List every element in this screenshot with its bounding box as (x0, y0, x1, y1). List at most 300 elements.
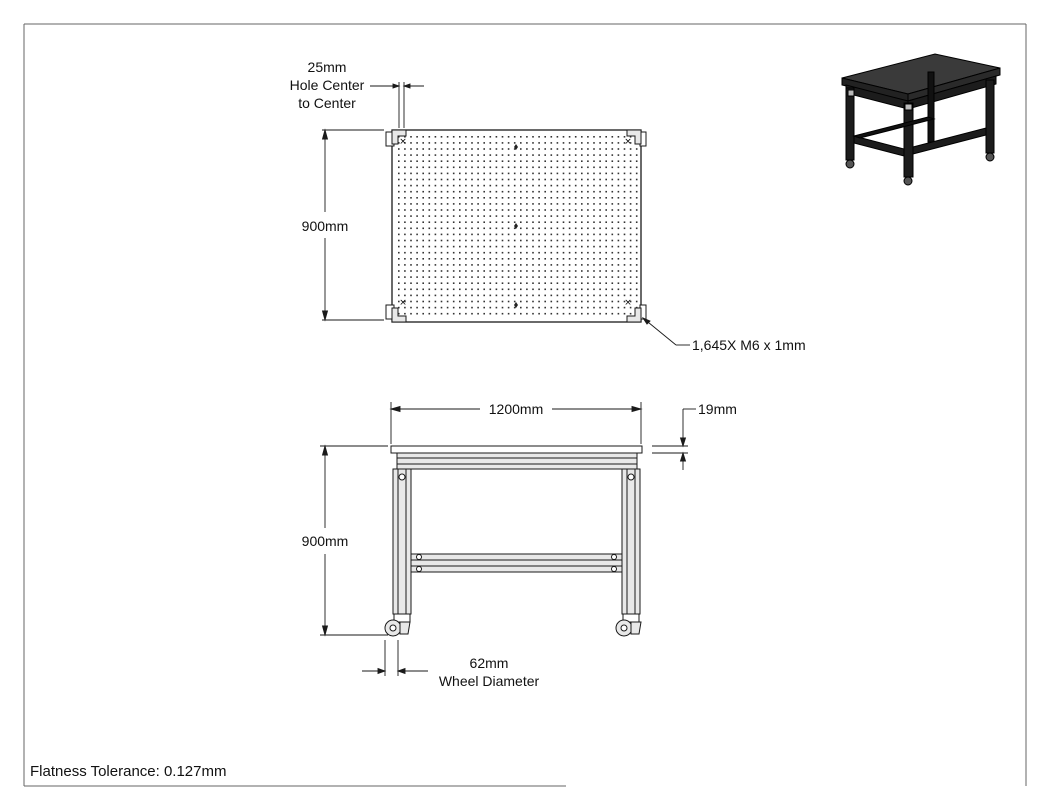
mounting-hole (605, 185, 607, 187)
mounting-hole (544, 179, 546, 181)
mounting-hole (557, 215, 559, 217)
mounting-hole (557, 191, 559, 193)
mounting-hole (465, 179, 467, 181)
mounting-hole (483, 179, 485, 181)
mounting-hole (422, 307, 424, 309)
mounting-hole (605, 301, 607, 303)
mounting-hole (441, 154, 443, 156)
mounting-hole (477, 258, 479, 260)
mounting-hole (520, 246, 522, 248)
mounting-hole (593, 191, 595, 193)
mounting-hole (471, 307, 473, 309)
mounting-hole (477, 270, 479, 272)
mounting-hole (496, 270, 498, 272)
mounting-hole (465, 148, 467, 150)
mounting-hole (447, 136, 449, 138)
mounting-hole (532, 234, 534, 236)
mounting-hole (398, 234, 400, 236)
mounting-hole (605, 313, 607, 315)
mounting-hole (526, 295, 528, 297)
mounting-hole (520, 282, 522, 284)
mounting-hole (490, 228, 492, 230)
mounting-hole (435, 240, 437, 242)
mounting-hole (459, 270, 461, 272)
mounting-hole (636, 167, 638, 169)
mounting-hole (618, 136, 620, 138)
mounting-hole (538, 209, 540, 211)
mounting-hole (483, 173, 485, 175)
mounting-hole (636, 173, 638, 175)
mounting-hole (618, 234, 620, 236)
mounting-hole (612, 295, 614, 297)
mounting-hole (410, 167, 412, 169)
mounting-hole (514, 264, 516, 266)
mounting-hole (483, 258, 485, 260)
mounting-hole (398, 289, 400, 291)
mounting-hole (544, 173, 546, 175)
mounting-hole (605, 167, 607, 169)
mounting-hole (593, 295, 595, 297)
mounting-hole (544, 215, 546, 217)
mounting-hole (563, 258, 565, 260)
mounting-hole (630, 313, 632, 315)
wheel-dimension (362, 640, 428, 676)
mounting-hole (441, 270, 443, 272)
mounting-hole (410, 234, 412, 236)
mounting-hole (599, 295, 601, 297)
mounting-hole (453, 221, 455, 223)
mounting-hole (483, 313, 485, 315)
mounting-hole (599, 209, 601, 211)
mounting-hole (483, 197, 485, 199)
mounting-hole (532, 289, 534, 291)
mounting-hole (422, 270, 424, 272)
mounting-hole (502, 301, 504, 303)
mounting-hole (441, 142, 443, 144)
mounting-hole (410, 313, 412, 315)
mounting-hole (557, 173, 559, 175)
mounting-hole (630, 173, 632, 175)
mounting-hole (599, 282, 601, 284)
mounting-hole (581, 185, 583, 187)
mounting-hole (544, 209, 546, 211)
mounting-hole (520, 258, 522, 260)
mounting-hole (508, 185, 510, 187)
mounting-hole (514, 234, 516, 236)
mounting-hole (575, 142, 577, 144)
mounting-hole (636, 234, 638, 236)
mounting-hole (441, 173, 443, 175)
mounting-hole (593, 154, 595, 156)
mounting-hole (459, 282, 461, 284)
mounting-hole (532, 197, 534, 199)
mounting-hole (496, 295, 498, 297)
mounting-hole (502, 307, 504, 309)
mounting-hole (569, 148, 571, 150)
mounting-hole (404, 185, 406, 187)
mounting-hole (435, 136, 437, 138)
mounting-hole (514, 142, 516, 144)
mounting-hole (587, 228, 589, 230)
mounting-hole (514, 173, 516, 175)
mounting-hole (605, 160, 607, 162)
mounting-hole (514, 246, 516, 248)
mounting-hole (465, 154, 467, 156)
mounting-hole (532, 313, 534, 315)
mounting-hole (618, 258, 620, 260)
mounting-hole (569, 136, 571, 138)
mounting-hole (404, 221, 406, 223)
mounting-hole (575, 276, 577, 278)
mounting-hole (471, 228, 473, 230)
mounting-hole (435, 154, 437, 156)
mounting-hole (429, 270, 431, 272)
mounting-hole (490, 142, 492, 144)
mounting-hole (398, 246, 400, 248)
mounting-hole (496, 154, 498, 156)
mounting-hole (636, 221, 638, 223)
mounting-hole (575, 228, 577, 230)
mounting-hole (471, 258, 473, 260)
mounting-hole (563, 142, 565, 144)
mounting-hole (599, 276, 601, 278)
mounting-hole (398, 179, 400, 181)
mounting-hole (422, 264, 424, 266)
mounting-hole (587, 252, 589, 254)
mounting-hole (422, 191, 424, 193)
mounting-hole (508, 221, 510, 223)
mounting-hole (508, 191, 510, 193)
mounting-hole (410, 246, 412, 248)
mounting-hole (483, 185, 485, 187)
mounting-hole (599, 173, 601, 175)
mounting-hole (429, 307, 431, 309)
mounting-hole (477, 307, 479, 309)
mounting-hole (569, 307, 571, 309)
mounting-hole (447, 234, 449, 236)
mounting-hole (447, 215, 449, 217)
mounting-hole (532, 240, 534, 242)
mounting-hole (544, 197, 546, 199)
mounting-hole (429, 209, 431, 211)
mounting-hole (465, 282, 467, 284)
mounting-hole (563, 221, 565, 223)
mounting-hole (569, 313, 571, 315)
mounting-hole (526, 301, 528, 303)
corner-mark-icon: × (399, 298, 407, 308)
mounting-hole (459, 203, 461, 205)
mounting-hole (422, 215, 424, 217)
mounting-hole (416, 258, 418, 260)
mounting-hole (429, 148, 431, 150)
mounting-hole (465, 276, 467, 278)
mounting-hole (581, 240, 583, 242)
mounting-hole (429, 313, 431, 315)
mounting-hole (575, 179, 577, 181)
mounting-hole (502, 209, 504, 211)
mounting-hole (618, 240, 620, 242)
mounting-hole (526, 215, 528, 217)
mounting-hole (459, 313, 461, 315)
mounting-hole (416, 301, 418, 303)
mounting-hole (544, 252, 546, 254)
mounting-hole (581, 167, 583, 169)
mounting-hole (587, 240, 589, 242)
mounting-hole (538, 197, 540, 199)
mounting-hole (526, 240, 528, 242)
mounting-hole (404, 270, 406, 272)
mounting-hole (514, 185, 516, 187)
mounting-hole (526, 221, 528, 223)
mounting-hole (447, 258, 449, 260)
mounting-hole (624, 246, 626, 248)
mounting-hole (404, 203, 406, 205)
mounting-hole (575, 148, 577, 150)
mounting-hole (599, 167, 601, 169)
mounting-hole (612, 185, 614, 187)
mounting-hole (477, 209, 479, 211)
mounting-hole (599, 240, 601, 242)
mounting-hole (422, 203, 424, 205)
mounting-hole (575, 209, 577, 211)
mounting-hole (587, 179, 589, 181)
mounting-hole (538, 264, 540, 266)
mounting-hole (435, 160, 437, 162)
mounting-hole (612, 203, 614, 205)
mounting-hole (459, 160, 461, 162)
mounting-hole (581, 234, 583, 236)
mounting-hole (508, 234, 510, 236)
mounting-hole (502, 270, 504, 272)
mounting-hole (636, 215, 638, 217)
mounting-hole (477, 148, 479, 150)
mounting-hole (447, 282, 449, 284)
mounting-hole (532, 160, 534, 162)
mounting-hole (490, 282, 492, 284)
mounting-hole (447, 252, 449, 254)
mounting-hole (435, 252, 437, 254)
mounting-hole (453, 215, 455, 217)
mounting-hole (593, 313, 595, 315)
mounting-hole (435, 142, 437, 144)
mounting-hole (496, 142, 498, 144)
mounting-hole (581, 136, 583, 138)
mounting-hole (605, 289, 607, 291)
mounting-hole (624, 295, 626, 297)
mounting-hole (416, 289, 418, 291)
mounting-hole (483, 203, 485, 205)
mounting-hole (605, 191, 607, 193)
mounting-hole (435, 228, 437, 230)
mounting-hole (404, 160, 406, 162)
mounting-hole (416, 313, 418, 315)
mounting-hole (508, 264, 510, 266)
mounting-hole (612, 313, 614, 315)
mounting-hole (630, 148, 632, 150)
mounting-hole (422, 179, 424, 181)
mounting-hole (538, 179, 540, 181)
mounting-hole (575, 197, 577, 199)
mounting-hole (520, 295, 522, 297)
mounting-hole (581, 246, 583, 248)
mounting-hole (605, 258, 607, 260)
mounting-hole (490, 148, 492, 150)
mounting-hole (544, 246, 546, 248)
mounting-hole (496, 173, 498, 175)
mounting-hole (429, 228, 431, 230)
corner-mark-icon: × (624, 298, 632, 308)
mounting-hole (429, 282, 431, 284)
mounting-hole (483, 246, 485, 248)
mounting-hole (465, 136, 467, 138)
mounting-hole (538, 221, 540, 223)
mounting-hole (581, 295, 583, 297)
mounting-hole (544, 313, 546, 315)
mounting-hole (563, 270, 565, 272)
mounting-hole (508, 160, 510, 162)
mounting-hole (520, 313, 522, 315)
mounting-hole (429, 221, 431, 223)
mounting-hole (618, 160, 620, 162)
mounting-hole (557, 197, 559, 199)
mounting-hole (508, 154, 510, 156)
mounting-hole (404, 234, 406, 236)
mounting-hole (490, 197, 492, 199)
mounting-hole (477, 154, 479, 156)
mounting-hole (624, 276, 626, 278)
mounting-hole (532, 136, 534, 138)
hole-spacing-label-1: 25mm (307, 59, 347, 75)
mounting-hole (612, 264, 614, 266)
mounting-hole (477, 173, 479, 175)
mounting-hole (593, 307, 595, 309)
mounting-hole (636, 185, 638, 187)
mounting-hole (490, 264, 492, 266)
mounting-hole (404, 215, 406, 217)
mounting-hole (404, 276, 406, 278)
mounting-hole (557, 136, 559, 138)
mounting-hole (520, 160, 522, 162)
mounting-hole (612, 289, 614, 291)
mounting-hole (544, 136, 546, 138)
mounting-hole (441, 228, 443, 230)
mounting-hole (593, 203, 595, 205)
mounting-hole (459, 234, 461, 236)
mounting-hole (593, 221, 595, 223)
mounting-hole (563, 179, 565, 181)
mounting-hole (605, 154, 607, 156)
mounting-hole (471, 221, 473, 223)
mounting-hole (429, 301, 431, 303)
mounting-hole (416, 228, 418, 230)
hole-spacing-dimension (370, 82, 424, 128)
mounting-hole (520, 240, 522, 242)
mounting-hole (593, 160, 595, 162)
mounting-hole (624, 154, 626, 156)
mounting-hole (563, 276, 565, 278)
mounting-hole (453, 173, 455, 175)
mounting-hole (551, 167, 553, 169)
mounting-hole (630, 203, 632, 205)
mounting-hole (618, 209, 620, 211)
mounting-hole (453, 252, 455, 254)
mounting-hole (435, 234, 437, 236)
mounting-hole (630, 209, 632, 211)
mounting-hole (575, 191, 577, 193)
mounting-hole (563, 215, 565, 217)
mounting-hole (569, 282, 571, 284)
mounting-hole (490, 203, 492, 205)
mounting-hole (538, 258, 540, 260)
mounting-hole (441, 167, 443, 169)
mounting-hole (477, 191, 479, 193)
mounting-hole (587, 215, 589, 217)
mounting-hole (416, 276, 418, 278)
mounting-hole (404, 191, 406, 193)
mounting-hole (490, 246, 492, 248)
mounting-hole (593, 179, 595, 181)
mounting-hole (410, 209, 412, 211)
mounting-hole (624, 264, 626, 266)
mounting-hole (410, 270, 412, 272)
mounting-hole (532, 307, 534, 309)
mounting-hole (575, 289, 577, 291)
mounting-hole (557, 270, 559, 272)
mounting-hole (465, 252, 467, 254)
mounting-hole (435, 191, 437, 193)
mounting-hole (544, 307, 546, 309)
mounting-hole (605, 228, 607, 230)
mounting-hole (508, 203, 510, 205)
mounting-hole (563, 240, 565, 242)
mounting-hole (429, 246, 431, 248)
mounting-hole (587, 301, 589, 303)
mounting-hole (630, 215, 632, 217)
mounting-hole (404, 209, 406, 211)
mounting-hole (416, 191, 418, 193)
mounting-hole (453, 209, 455, 211)
mounting-hole (593, 136, 595, 138)
mounting-hole (410, 228, 412, 230)
mounting-hole (471, 295, 473, 297)
mounting-hole (447, 264, 449, 266)
mounting-hole (569, 203, 571, 205)
mounting-hole (422, 276, 424, 278)
mounting-hole (587, 197, 589, 199)
lower-rail (411, 554, 622, 572)
mounting-hole (532, 215, 534, 217)
mounting-hole (398, 191, 400, 193)
mounting-hole (416, 197, 418, 199)
mounting-hole (593, 282, 595, 284)
mounting-hole (508, 282, 510, 284)
mounting-hole (630, 197, 632, 199)
mounting-hole (587, 246, 589, 248)
mounting-hole (508, 289, 510, 291)
mounting-hole (416, 234, 418, 236)
mounting-hole (551, 301, 553, 303)
mounting-hole (587, 221, 589, 223)
mounting-hole (483, 307, 485, 309)
mounting-hole (453, 136, 455, 138)
mounting-hole (520, 270, 522, 272)
mounting-hole (581, 228, 583, 230)
mounting-hole (612, 173, 614, 175)
mounting-hole (526, 264, 528, 266)
mounting-hole (636, 289, 638, 291)
mounting-hole (490, 160, 492, 162)
mounting-hole (526, 136, 528, 138)
